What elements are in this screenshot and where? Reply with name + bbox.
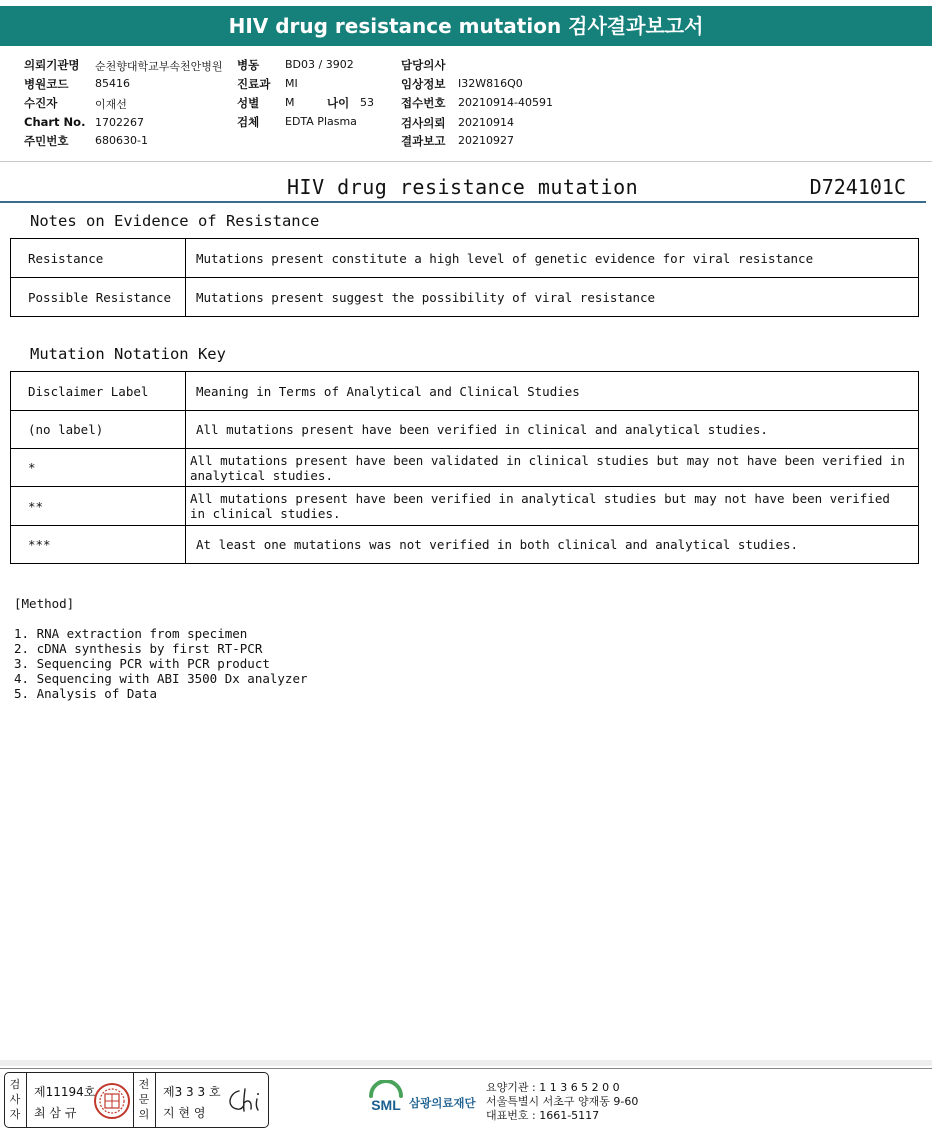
age-label: 나이 — [327, 96, 350, 110]
method-step: 2. cDNA synthesis by first RT-PCR — [14, 641, 263, 656]
signature-divider — [155, 1073, 156, 1127]
resident-no-value: 680630-1 — [95, 134, 148, 147]
tester-seal-icon — [93, 1082, 131, 1120]
ward-label: 병동 — [237, 58, 260, 72]
chart-no-label: Chart No. — [24, 115, 86, 129]
table-row — [11, 372, 919, 411]
institution-label: 의뢰기관명 — [24, 58, 80, 72]
notes-label: Possible Resistance — [11, 278, 186, 317]
receipt-no-value: 20210914-40591 — [458, 96, 553, 109]
sex-label: 성별 — [237, 96, 260, 110]
institution-value: 순천향대학교부속천안병원 — [95, 60, 223, 73]
table-row — [11, 411, 919, 449]
key-text: All mutations present have been verified in analytical studies but may not have been verified in clinical studies. — [186, 487, 919, 526]
hospital-code-value: 85416 — [95, 77, 130, 90]
tester-label: 검사자 — [9, 1078, 21, 1121]
request-date-value: 20210914 — [458, 116, 514, 129]
heading-divider — [0, 201, 926, 203]
table-row — [11, 449, 919, 487]
method-step: 1. RNA extraction from specimen — [14, 626, 248, 641]
key-text: All mutations present have been validated in clinical studies but may not have been verified in analytical studies. — [186, 449, 919, 487]
key-label: Disclaimer Label — [11, 372, 186, 411]
request-date-label: 검사의뢰 — [401, 116, 446, 130]
table-row — [11, 239, 919, 278]
document-title: HIV drug resistance mutation — [287, 175, 639, 199]
receipt-no-label: 접수번호 — [401, 96, 446, 110]
method-list — [14, 626, 308, 701]
footer-band — [0, 1060, 932, 1066]
document-heading — [0, 172, 932, 204]
method-step: 4. Sequencing with ABI 3500 Dx analyzer — [14, 671, 308, 686]
age-value: 53 — [360, 96, 374, 109]
tester-name: 최 삼 규 — [34, 1106, 77, 1120]
org-address: 서울특별시 서초구 양재동 9-60 — [486, 1095, 639, 1108]
key-label: ** — [11, 487, 186, 526]
org-name: 삼광의료재단 — [409, 1096, 476, 1110]
specimen-value: EDTA Plasma — [285, 115, 357, 128]
hospital-code-label: 병원코드 — [24, 77, 69, 91]
footer-divider — [0, 1068, 932, 1069]
notes-text: Mutations present constitute a high level of genetic evidence for viral resistance — [186, 239, 919, 278]
ward-value: BD03 / 3902 — [285, 58, 354, 71]
org-code: 요양기관 : 1 1 3 6 5 2 0 0 — [486, 1081, 620, 1094]
doctor-license-no: 제3 3 3 호 — [163, 1085, 221, 1099]
tester-license-no: 제11194호 — [34, 1085, 96, 1099]
signature-box — [4, 1072, 269, 1128]
method-heading: [Method] — [14, 596, 75, 611]
key-label: *** — [11, 526, 186, 564]
sml-logo-icon — [366, 1080, 406, 1120]
key-label: * — [11, 449, 186, 487]
method-step: 3. Sequencing PCR with PCR product — [14, 656, 270, 671]
doctor-label: 전문의 — [138, 1078, 150, 1121]
key-table — [10, 371, 919, 564]
patient-header — [0, 48, 932, 162]
notes-heading: Notes on Evidence of Resistance — [30, 212, 320, 230]
key-text: At least one mutations was not verified in both clinical and analytical studies. — [186, 526, 919, 564]
notes-table — [10, 238, 919, 317]
logo-text: SML — [371, 1097, 401, 1113]
org-phone: 대표번호 : 1661-5117 — [486, 1109, 600, 1122]
table-row — [11, 278, 919, 317]
resident-no-label: 주민번호 — [24, 134, 69, 148]
notes-label: Resistance — [11, 239, 186, 278]
specimen-label: 검체 — [237, 115, 260, 129]
doctor-label: 담당의사 — [401, 58, 446, 72]
key-heading: Mutation Notation Key — [30, 345, 226, 363]
table-row — [11, 526, 919, 564]
clinical-info-label: 임상정보 — [401, 77, 446, 91]
patient-label: 수진자 — [24, 96, 58, 110]
method-section — [14, 596, 308, 701]
report-date-label: 결과보고 — [401, 134, 446, 148]
signature-divider — [133, 1073, 134, 1127]
key-text: Meaning in Terms of Analytical and Clinical Studies — [186, 372, 919, 411]
department-label: 진료과 — [237, 77, 271, 91]
signature-divider — [26, 1073, 27, 1127]
report-title: HIV drug resistance mutation 검사결과보고서 — [0, 6, 932, 46]
table-row — [11, 487, 919, 526]
method-step: 5. Analysis of Data — [14, 686, 157, 701]
key-text: All mutations present have been verified in clinical and analytical studies. — [186, 411, 919, 449]
notes-text: Mutations present suggest the possibility of viral resistance — [186, 278, 919, 317]
chart-no-value: 1702267 — [95, 116, 144, 129]
sex-value: M — [285, 96, 295, 109]
doctor-name: 지 현 영 — [163, 1106, 206, 1120]
document-code: D724101C — [809, 175, 906, 199]
key-label: (no label) — [11, 411, 186, 449]
report-date-value: 20210927 — [458, 134, 514, 147]
department-value: MI — [285, 77, 298, 90]
org-info — [486, 1081, 638, 1123]
clinical-info-value: I32W816Q0 — [458, 77, 523, 90]
doctor-signature — [223, 1085, 267, 1117]
patient-value: 이재선 — [95, 98, 127, 111]
